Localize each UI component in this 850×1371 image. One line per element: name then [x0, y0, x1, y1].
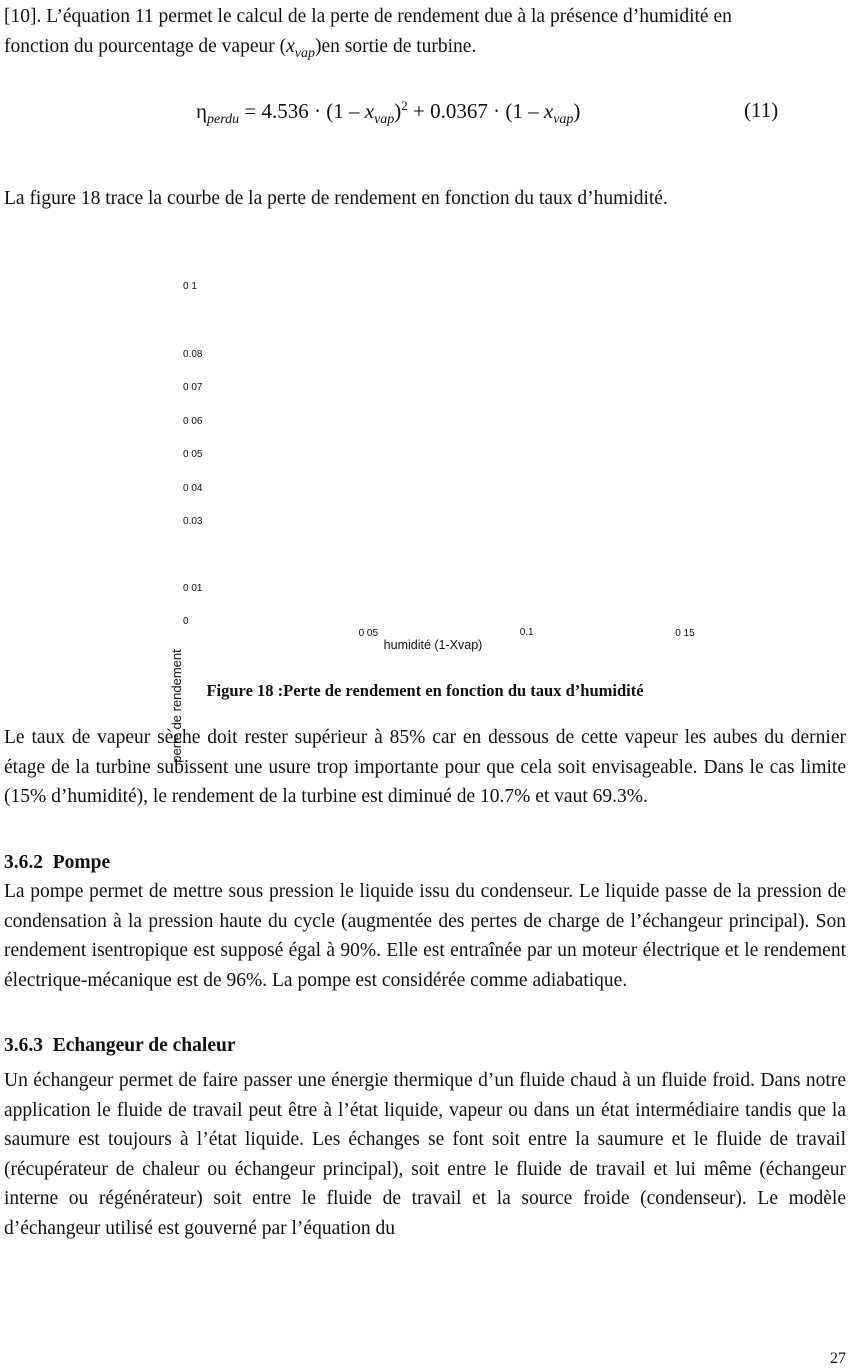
vap-subscript: vap [374, 112, 395, 127]
figure-caption: Figure 18 :Perte de rendement en fonction du taux d’humidité [206, 681, 644, 700]
y-tick-label: 0.03 [183, 516, 203, 527]
x-symbol: x [364, 99, 375, 123]
section-heading-echangeur [4, 1035, 235, 1057]
close-paren: ) [394, 99, 402, 123]
y-tick-label: 0.08 [183, 349, 203, 360]
y-tick-label: 0 01 [183, 583, 203, 594]
page-number: 27 [830, 1350, 846, 1367]
x-symbol: x [543, 99, 554, 123]
intro-line-1: [10]. L’équation 11 permet le calcul de la perte de rendement due à la présence d’humidité en [4, 6, 732, 27]
section-heading-pompe [4, 852, 110, 874]
eta-symbol: η [196, 99, 207, 123]
y-tick-label: 0 06 [183, 416, 203, 427]
intro-paragraph [4, 2, 846, 68]
x-tick-label: 0 15 [675, 628, 695, 639]
square-exponent: 2 [401, 98, 408, 113]
y-tick-label: 0 04 [183, 483, 203, 494]
paragraph-echangeur: Un échangeur permet de faire passer une énergie thermique d’un fluide chaud à un fluide froid. Dans notre application le fluide de travail peut être à l’état liquide, vapeur ou dans un état intermédiaire tandis que la saumure est toujours à l’état liquide. Les échanges se font soit entre la saumure et le fluide de travail (récupérateur de chaleur ou échangeur principal), soit entre le fluide de travail et lui même (échangeur interne ou régénérateur) soit entre le fluide de travail et la source froide (condenseur). Le modèle d’échangeur utilisé est gouverné par l’équation du [4, 1070, 846, 1239]
vap-subscript: vap [294, 45, 315, 61]
section-number: 3.6.3 [4, 1035, 43, 1056]
perdu-subscript: perdu [206, 112, 240, 127]
equation-body [196, 98, 580, 128]
equation-part-2: + 0.0367 · (1 – [407, 99, 544, 123]
section-number: 3.6.2 [4, 852, 43, 873]
section-title: Echangeur de chaleur [52, 1035, 236, 1056]
y-tick-label: 0 1 [183, 281, 197, 292]
equation-11 [0, 98, 850, 138]
section-title: Pompe [52, 852, 111, 873]
equation-part-1: = 4.536 · (1 – [239, 99, 365, 123]
y-tick-label: 0 07 [183, 382, 203, 393]
intro-line-2-end: )en sortie de turbine. [314, 35, 477, 57]
x-tick-label: 0 05 [358, 628, 379, 639]
paragraph-moisture-limit: Le taux de vapeur sèche doit rester supérieur à 85% car en dessous de cette vapeur les aubes du dernier étage de la turbine subissent une usure trop importante pour que cela soit envisageable. Dans le cas limite (15% d’humidité), le rendement de la turbine est diminué de 10.7% et vaut 69.3%. [4, 727, 846, 807]
equation-number: (11) [744, 98, 779, 122]
paragraph-pompe: La pompe permet de mettre sous pression le liquide issu du condenseur. Le liquide passe de la pression de condensation à la pression haute du cycle (augmentée des pertes de charge de l’échangeur principal). Son rendement isentropique est supposé égal à 90%. Elle est entraînée par un moteur électrique et le rendement électrique-mécanique est de 96%. La pompe est considérée comme adiabatique. [4, 881, 846, 991]
close-paren: ) [573, 99, 581, 123]
vap-subscript: vap [553, 112, 574, 127]
y-tick-label: 0 [183, 616, 189, 627]
x-symbol: x [286, 35, 295, 57]
x-axis-label: humidité (1-Xvap) [383, 638, 483, 652]
intro-line-2-start: fonction du pourcentage de vapeur ( [4, 35, 287, 57]
y-axis-label: perte de rendement [169, 649, 184, 763]
y-tick-label: 0 05 [183, 449, 203, 460]
figure-intro: La figure 18 trace la courbe de la perte de rendement en fonction du taux d’humidité. [4, 188, 668, 209]
x-tick-label: 0.1 [519, 627, 534, 638]
